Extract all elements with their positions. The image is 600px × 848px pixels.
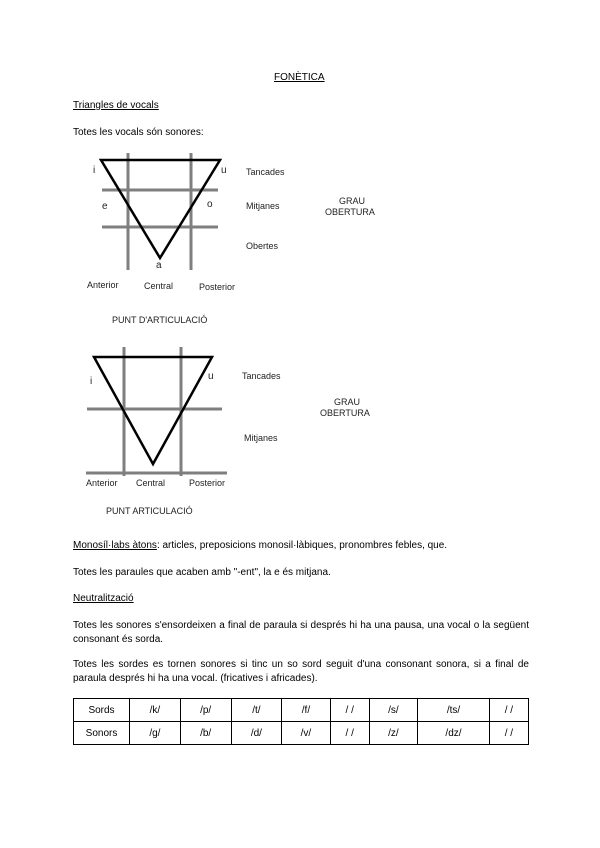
neutralitzacio-paragraph-1: Totes les sonores s'ensordeixen a final de paraula si després hi ha una pausa, una vocal o la següent consonant és sorda. bbox=[73, 620, 529, 645]
obertura-label: OBERTURA bbox=[320, 408, 370, 418]
monosillabs-text: : articles, preposicions monosil·làbiques, pronombres febles, que. bbox=[156, 540, 448, 551]
table-cell: / / bbox=[330, 699, 369, 722]
table-cell: /b/ bbox=[180, 722, 231, 745]
vowel-i-label: i bbox=[90, 376, 93, 387]
table-cell: /ts/ bbox=[418, 699, 490, 722]
table-cell: /d/ bbox=[231, 722, 282, 745]
row-label-mitjanes: Mitjanes bbox=[246, 201, 280, 211]
row-label-mitjanes: Mitjanes bbox=[244, 433, 278, 443]
col-label-central: Central bbox=[136, 478, 166, 488]
vowel-a-label: a bbox=[156, 260, 162, 271]
row-label-obertes: Obertes bbox=[246, 241, 279, 251]
section-heading-vowels: Triangles de vocals bbox=[73, 100, 159, 111]
vowels-intro-text: Totes les vocals són sonores: bbox=[73, 127, 204, 138]
consonants-table bbox=[73, 698, 529, 745]
ent-text: Totes les paraules que acaben amb "-ent", la e és mitjana. bbox=[73, 567, 331, 578]
table-cell: /dz/ bbox=[418, 722, 490, 745]
vowel-o-label: o bbox=[207, 199, 213, 210]
table-row bbox=[74, 722, 529, 745]
table-cell: /z/ bbox=[369, 722, 417, 745]
page-title: FONÈTICA bbox=[274, 72, 325, 83]
punt-articulacio-label: PUNT D'ARTICULACIÓ bbox=[112, 315, 208, 325]
table-cell: /k/ bbox=[130, 699, 181, 722]
vowel-u-label: u bbox=[221, 165, 227, 176]
col-label-anterior: Anterior bbox=[87, 280, 119, 290]
table-row bbox=[74, 699, 529, 722]
monosillabs-heading: Monosíl·labs àtons bbox=[73, 540, 157, 551]
neutralitzacio-heading: Neutralització bbox=[73, 593, 134, 604]
grau-label: GRAU bbox=[334, 397, 361, 407]
table-cell: /v/ bbox=[282, 722, 330, 745]
col-label-central: Central bbox=[144, 281, 174, 291]
col-label-posterior: Posterior bbox=[199, 282, 236, 292]
row-label-tancades: Tancades bbox=[242, 371, 281, 381]
table-cell: / / bbox=[330, 722, 369, 745]
table-cell: / / bbox=[489, 722, 528, 745]
punt-articulacio-label: PUNT ARTICULACIÓ bbox=[106, 506, 193, 516]
table-cell: Sonors bbox=[74, 722, 130, 745]
table-cell: /s/ bbox=[369, 699, 417, 722]
table-cell: /g/ bbox=[130, 722, 181, 745]
table-cell: /p/ bbox=[180, 699, 231, 722]
row-label-tancades: Tancades bbox=[246, 167, 285, 177]
table-cell: /t/ bbox=[231, 699, 282, 722]
obertura-label: OBERTURA bbox=[325, 207, 375, 217]
grau-label: GRAU bbox=[339, 196, 366, 206]
table-cell: /f/ bbox=[282, 699, 330, 722]
col-label-posterior: Posterior bbox=[189, 478, 226, 488]
vowel-e-label: e bbox=[102, 201, 108, 212]
table-cell: Sords bbox=[74, 699, 130, 722]
monosillabs-line bbox=[73, 540, 447, 551]
col-label-anterior: Anterior bbox=[86, 478, 118, 488]
table-cell: / / bbox=[489, 699, 528, 722]
vowel-u-label: u bbox=[208, 371, 214, 382]
neutralitzacio-paragraph-2: Totes les sordes es tornen sonores si tinc un so sord seguit d'una consonant sonora, si a final de paraula després hi ha una vocal. (fricatives i africades). bbox=[73, 659, 529, 684]
vowel-i-label: i bbox=[93, 165, 96, 176]
